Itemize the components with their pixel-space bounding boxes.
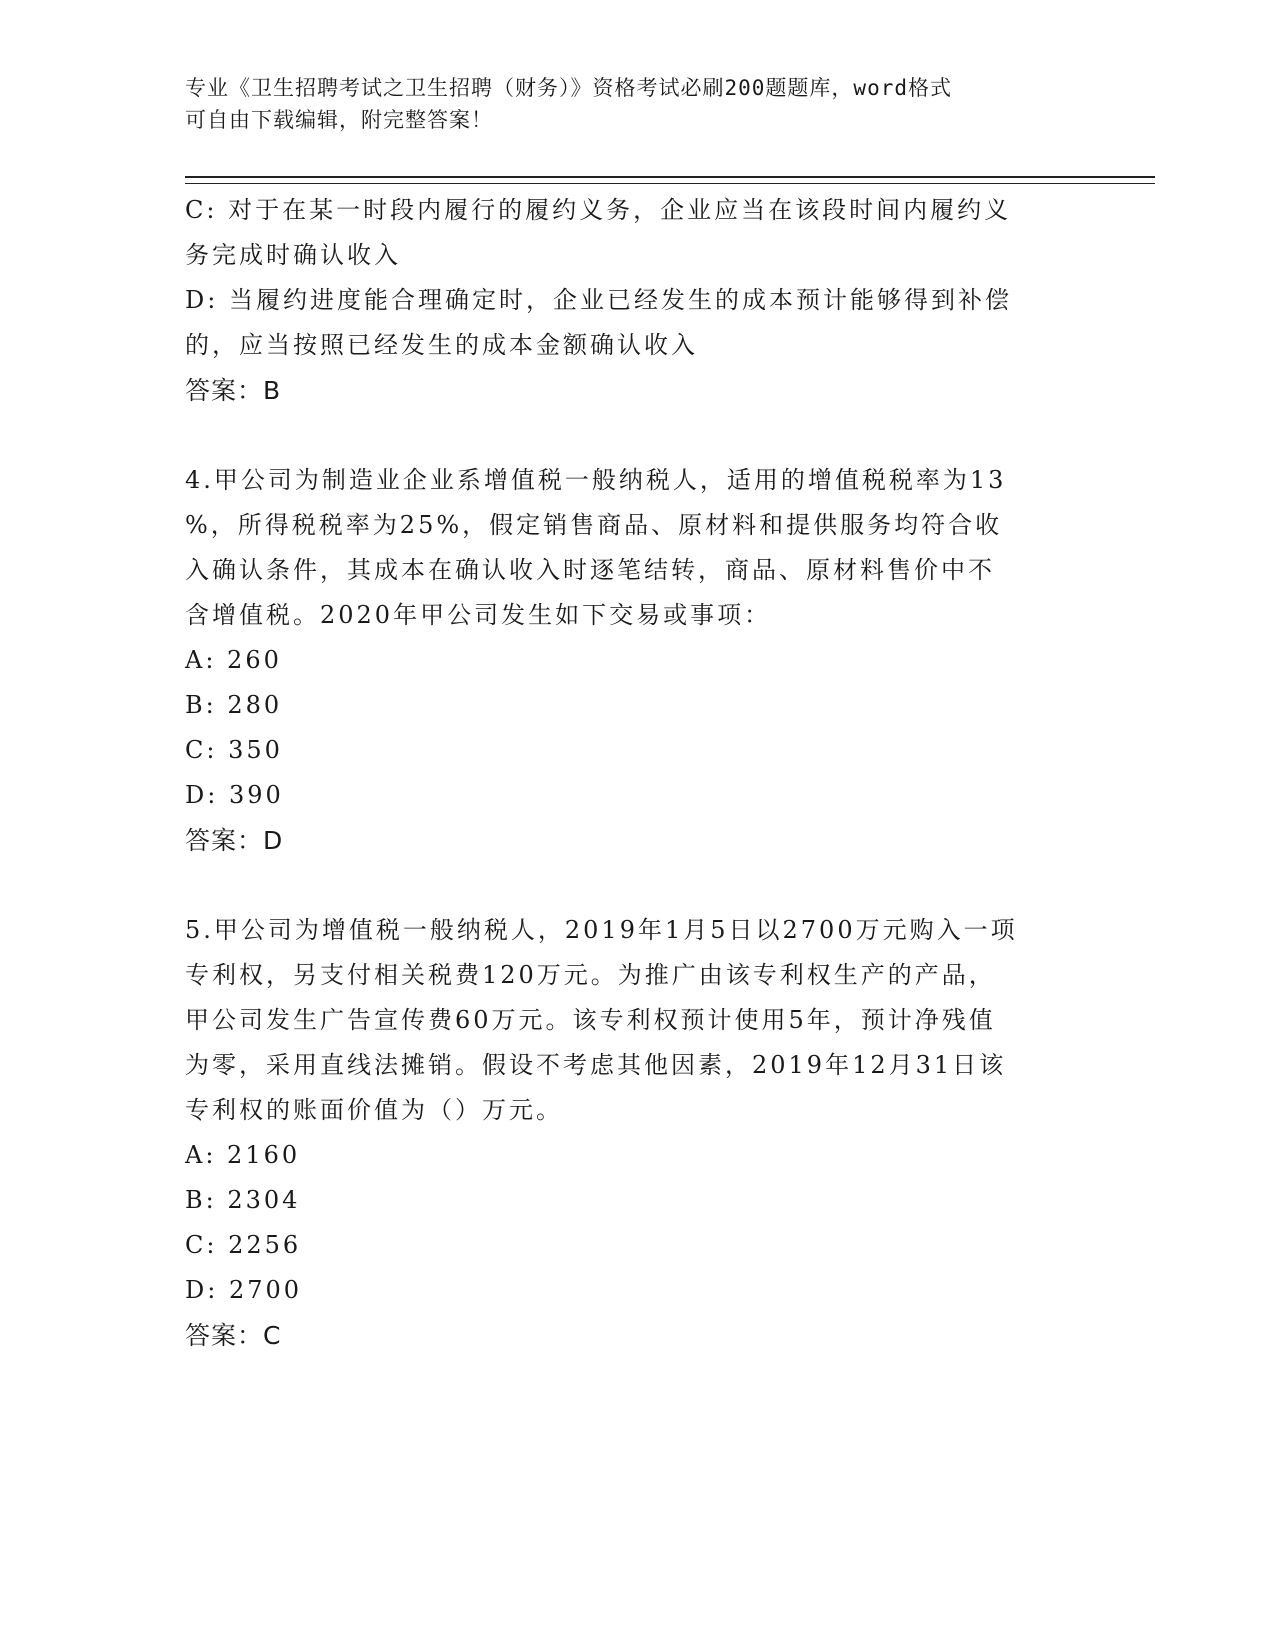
header-divider-thin xyxy=(185,183,1155,184)
option-d: D: 390 xyxy=(185,781,284,809)
question-stem-line: 含增值税。2020年甲公司发生如下交易或事项： xyxy=(185,601,772,629)
option-b: B: 280 xyxy=(185,691,283,719)
option-c-line-1: C: 对于在某一时段内履行的履约义务，企业应当在该段时间内履约义 xyxy=(185,196,1012,224)
question-stem-line: 为零，采用直线法摊销。假设不考虑其他因素，2019年12月31日该 xyxy=(185,1051,1007,1079)
option-c: C: 350 xyxy=(185,736,283,764)
question-stem-line: 4.甲公司为制造业企业系增值税一般纳税人，适用的增值税税率为13 xyxy=(185,466,1007,494)
header-divider-thick xyxy=(185,176,1155,178)
header-line-1: 专业《卫生招聘考试之卫生招聘（财务）》资格考试必刷200题题库，word格式 xyxy=(185,76,952,100)
option-d: D: 2700 xyxy=(185,1276,303,1304)
question-stem-line: 甲公司发生广告宣传费60万元。该专利权预计使用5年，预计净残值 xyxy=(185,1006,996,1034)
answer: 答案：D xyxy=(185,826,284,855)
option-b: B: 2304 xyxy=(185,1186,301,1214)
option-c-line-2: 务完成时确认收入 xyxy=(185,241,401,269)
answer: 答案：B xyxy=(185,376,282,405)
question-stem-line: 5.甲公司为增值税一般纳税人，2019年1月5日以2700万元购入一项 xyxy=(185,916,1018,944)
document-header xyxy=(185,72,1065,136)
option-d-line-1: D: 当履约进度能合理确定时，企业已经发生的成本预计能够得到补偿 xyxy=(185,286,1012,314)
header-line-2: 可自由下载编辑，附完整答案！ xyxy=(185,108,493,132)
option-c: C: 2256 xyxy=(185,1231,302,1259)
question-stem-line: 专利权，另支付相关税费120万元。为推广由该专利权生产的产品， xyxy=(185,961,996,989)
question-3-tail xyxy=(185,188,1085,413)
question-stem-line: 专利权的账面价值为（）万元。 xyxy=(185,1096,563,1124)
spacer xyxy=(185,413,1085,458)
option-a: A: 260 xyxy=(185,646,282,674)
question-4 xyxy=(185,458,1085,863)
question-stem-line: 入确认条件，其成本在确认收入时逐笔结转，商品、原材料售价中不 xyxy=(185,556,995,584)
option-a: A: 2160 xyxy=(185,1141,301,1169)
answer: 答案：C xyxy=(185,1321,282,1350)
question-5 xyxy=(185,908,1085,1358)
document-body xyxy=(185,188,1085,1358)
option-d-line-2: 的，应当按照已经发生的成本金额确认收入 xyxy=(185,331,698,359)
question-stem-line: %，所得税税率为25%，假定销售商品、原材料和提供服务均符合收 xyxy=(185,511,1003,539)
spacer xyxy=(185,863,1085,908)
